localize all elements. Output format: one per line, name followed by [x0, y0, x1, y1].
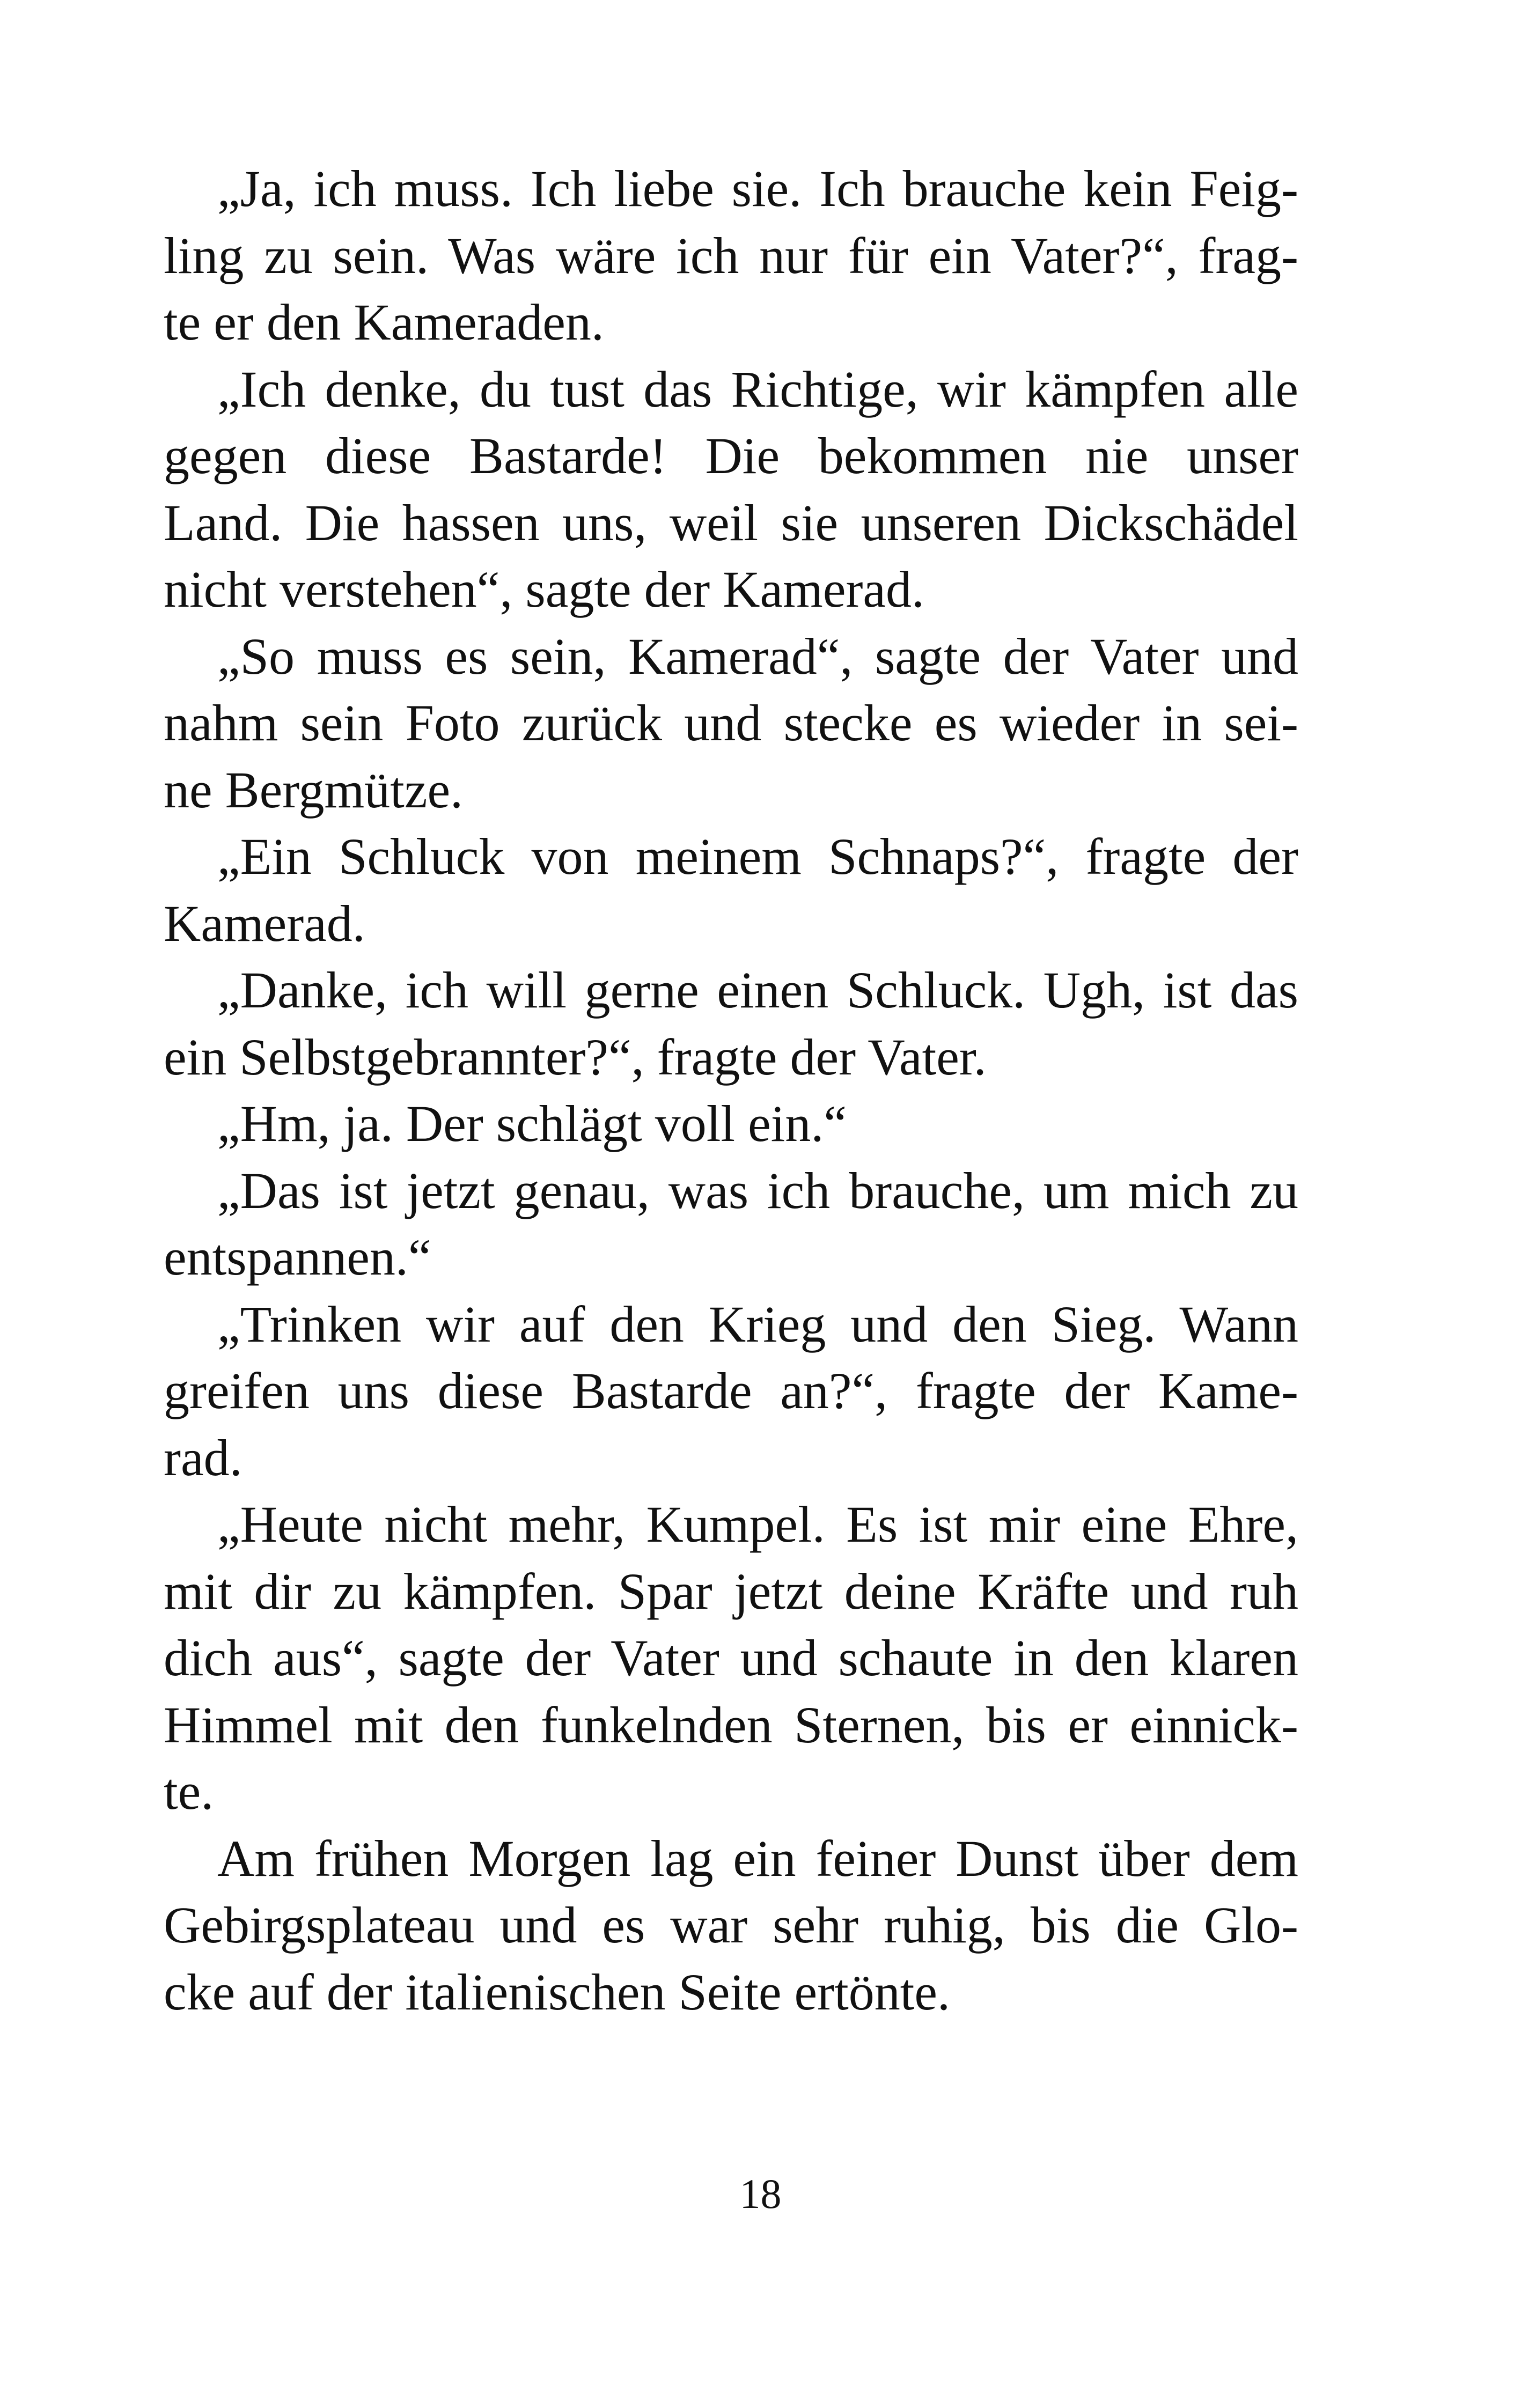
- text-line: entspannen.“: [164, 1228, 431, 1286]
- text-line: „Ich denke, du tust das Richtige, wir kämpfen alle: [217, 360, 1298, 418]
- text-line: gegen diese Bastarde! Die bekommen nie unser: [164, 427, 1298, 484]
- text-line: ling zu sein. Was wäre ich nur für ein Vater?“, frag-: [164, 226, 1298, 284]
- text-line: „Danke, ich will gerne einen Schluck. Ugh, ist das: [217, 961, 1298, 1019]
- text-line: te er den Kameraden.: [164, 293, 604, 351]
- text-line: cke auf der italienischen Seite ertönte.: [164, 1963, 951, 2021]
- text-line: Kamerad.: [164, 894, 365, 952]
- body-text: [164, 156, 1298, 2026]
- text-line: te.: [164, 1763, 214, 1820]
- text-line: dich aus“, sagte der Vater und schaute in den klaren: [164, 1629, 1298, 1687]
- text-line: nahm sein Foto zurück und stecke es wieder in sei-: [164, 694, 1298, 752]
- page-number: 18: [739, 2170, 782, 2217]
- text-line: „So muss es sein, Kamerad“, sagte der Vater und: [217, 627, 1298, 685]
- text-line: Land. Die hassen uns, weil sie unseren Dickschädel: [164, 494, 1298, 551]
- text-line: Gebirgsplateau und es war sehr ruhig, bis die Glo-: [164, 1896, 1298, 1954]
- text-line: ne Bergmütze.: [164, 761, 464, 819]
- text-line: „Das ist jetzt genau, was ich brauche, um mich zu: [217, 1161, 1298, 1219]
- text-line: ein Selbstgebrannter?“, fragte der Vater.: [164, 1028, 987, 1086]
- text-line: „Trinken wir auf den Krieg und den Sieg. Wann: [217, 1295, 1298, 1353]
- text-line: „Heute nicht mehr, Kumpel. Es ist mir eine Ehre,: [217, 1496, 1298, 1553]
- text-line: Himmel mit den funkelnden Sternen, bis er einnick-: [164, 1696, 1298, 1754]
- text-line: mit dir zu kämpfen. Spar jetzt deine Kräfte und ruh: [164, 1562, 1298, 1620]
- text-line: „Hm, ja. Der schlägt voll ein.“: [217, 1095, 847, 1152]
- text-line: nicht verstehen“, sagte der Kamerad.: [164, 561, 925, 618]
- text-line: „Ein Schluck von meinem Schnaps?“, fragte der: [217, 828, 1298, 885]
- text-line: Am frühen Morgen lag ein feiner Dunst über dem: [217, 1829, 1298, 1887]
- text-line: „Ja, ich muss. Ich liebe sie. Ich brauche kein Feig-: [217, 160, 1298, 217]
- text-line: greifen uns diese Bastarde an?“, fragte der Kame-: [164, 1362, 1298, 1419]
- text-line: rad.: [164, 1428, 243, 1486]
